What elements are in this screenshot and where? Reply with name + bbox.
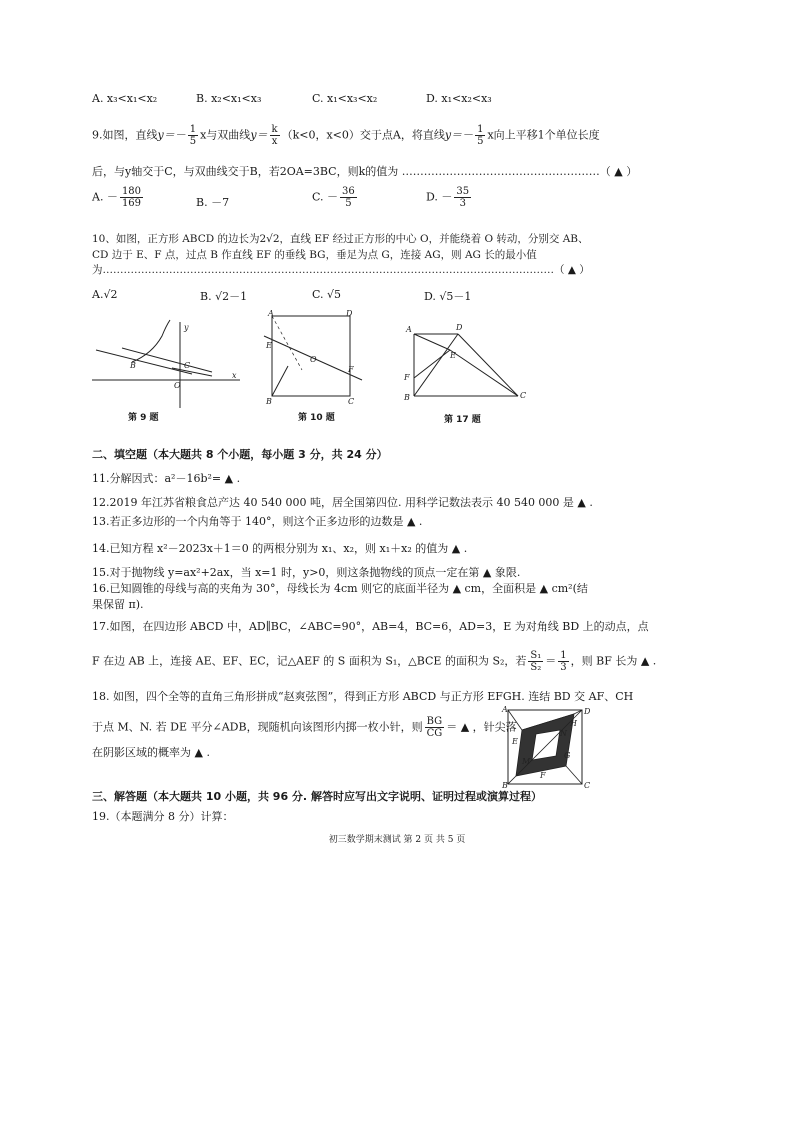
svg-text:H: H [570, 719, 577, 728]
figure-9 [92, 318, 242, 410]
q13: 13.若正多边形的一个内角等于 140°，则这个正多边形的边数是 ▲ . [92, 515, 423, 528]
q10-line2: CD 边于 E、F 点，过点 B 作直线 EF 的垂线 BG，垂足为点 G，连接 AG，则 AG 长的最小值 [92, 249, 537, 261]
q9-line2: 后，与y轴交于C，与双曲线交于B，若2OA=3BC，则k的值为 ………………………………………………（ ▲ ） [92, 165, 638, 178]
svg-text:A: A [268, 310, 274, 318]
q10-option-c: C. √5 [312, 288, 342, 301]
q9-option-c: C. － $\frac{36}{5}$ [312, 186, 355, 209]
q18-line1: 18. 如图，四个全等的直角三角形拼成“赵爽弦图”，得到正方形 ABCD 与正方形 EFGH. 连结 BD 交 AF、CH [92, 690, 634, 703]
q9-option-a: A. － $\frac{180}{169}$ [92, 186, 142, 209]
figure-17 [400, 320, 530, 408]
figure-17-caption: 第 17 题 [444, 415, 481, 425]
q16-line1: 16.已知圆锥的母线与高的夹角为 30°，母线长为 4cm 则它的底面半径为 ▲ cm，全面积是 ▲ cm²(结 [92, 582, 588, 595]
svg-text:E: E [512, 737, 518, 746]
q12: 12.2019 年江苏省粮食总产达 40 540 000 吨，居全国第四位. 用科学记数法表示 40 540 000 是 ▲ . [92, 496, 593, 509]
section-3-heading: 三、解答题（本大题共 10 小题，共 96 分. 解答时应写出文字说明、证明过程或演算过程） [92, 790, 542, 803]
q10-option-a: A.√2 [92, 288, 118, 301]
q16-line2: 果保留 π). [92, 598, 144, 611]
q8-option-a: A. x₃<x₁<x₂ [92, 92, 158, 105]
svg-text:B: B [266, 397, 272, 406]
q18-line3: 在阴影区域的概率为 ▲ . [92, 746, 210, 759]
q9-frac3: $\frac{1}{5}$ [477, 124, 484, 147]
q10-line1: 10、如图，正方形 ABCD 的边长为2√2，直线 EF 经过正方形的中心 O，并能绕着 O 转动，分别交 AB、 [92, 233, 589, 245]
svg-text:A: A [502, 705, 508, 714]
figure-10-caption: 第 10 题 [298, 413, 335, 423]
q10-line3: 为…………………………………………………………………………………………………………………（ ▲ ） [92, 264, 590, 276]
svg-text:G: G [564, 751, 571, 760]
svg-text:B: B [502, 781, 508, 788]
q9-frac1: $\frac{1}{5}$ [189, 124, 197, 147]
svg-text:D: D [584, 707, 591, 716]
svg-text:B: B [404, 393, 410, 402]
q9-line1: 9.如图，直线y＝－ $\frac{1}{5}$ x与双曲线y＝ $\frac{k}{x}$ （k<0，x<0）交于点A，将直线y＝－ $\frac{1}{5}$ x向上平移1个单位长度 [92, 124, 600, 147]
figure-10 [262, 310, 372, 406]
svg-text:B: B [130, 361, 136, 370]
svg-text:C: C [520, 391, 527, 400]
q9-frac2: $\frac{k}{x}$ [271, 124, 278, 147]
q8-option-c: C. x₁<x₃<x₂ [312, 92, 378, 105]
q15: 15.对于抛物线 y=ax²+2ax，当 x=1 时，y>0，则这条抛物线的顶点一定在第 ▲ 象限. [92, 566, 521, 579]
svg-text:C: C [348, 397, 355, 406]
svg-text:F: F [540, 771, 546, 780]
figure-18 [500, 704, 592, 788]
section-2-heading: 二、填空题（本大题共 8 个小题，每小题 3 分，共 24 分） [92, 448, 388, 461]
q10-option-d: D. √5－1 [424, 290, 472, 303]
svg-text:x: x [232, 371, 237, 380]
q17-line1: 17.如图，在四边形 ABCD 中，AD∥BC，∠ABC=90°，AB=4，BC=6，AD=3，E 为对角线 BD 上的动点，点 [92, 620, 649, 633]
q17-line2: F 在边 AB 上，连接 AE、EF、EC，记△AEF 的 S 面积为 S₁，△BCE 的面积为 S₂，若 $\frac{\text{S₁}}{\text{S₂}}$ ＝ $\frac{1}{3}$ ，则 BF 长为 ▲ . [92, 650, 657, 673]
q11: 11.分解因式：a²－16b²= ▲ . [92, 472, 241, 485]
svg-text:N: N [560, 729, 567, 738]
q18-line2: 于点 M、N. 若 DE 平分∠ADB，现随机向该图形内掷一枚小针，则 $\frac{BG}{CG}$ ＝ ▲ ，针尖落 [92, 716, 517, 739]
svg-text:C: C [584, 781, 591, 788]
q14: 14.已知方程 x²－2023x＋1＝0 的两根分别为 x₁、x₂，则 x₁＋x₂ 的值为 ▲ . [92, 542, 468, 555]
q10-option-b: B. √2－1 [200, 290, 248, 303]
svg-text:F: F [404, 373, 410, 382]
svg-text:E: E [450, 351, 456, 360]
svg-text:F: F [348, 365, 354, 374]
svg-text:M: M [522, 757, 531, 766]
q8-option-d: D. x₁<x₂<x₃ [426, 92, 492, 105]
svg-text:O: O [174, 381, 181, 390]
q9-option-b: B. －7 [196, 196, 230, 209]
svg-text:O: O [310, 355, 317, 364]
q8-option-b: B. x₂<x₁<x₃ [196, 92, 262, 105]
q9-option-d: D. － $\frac{35}{3}$ [426, 186, 470, 209]
svg-text:C: C [184, 361, 191, 370]
svg-text:E: E [266, 341, 272, 350]
svg-text:D: D [456, 323, 463, 332]
figure-9-caption: 第 9 题 [128, 413, 159, 423]
page-footer: 初三数学期末测试 第 2 页 共 5 页 [328, 835, 466, 845]
svg-text:D: D [346, 310, 353, 318]
q19: 19.（本题满分 8 分）计算： [92, 810, 234, 823]
svg-text:A: A [406, 325, 412, 334]
svg-text:y: y [184, 323, 189, 332]
